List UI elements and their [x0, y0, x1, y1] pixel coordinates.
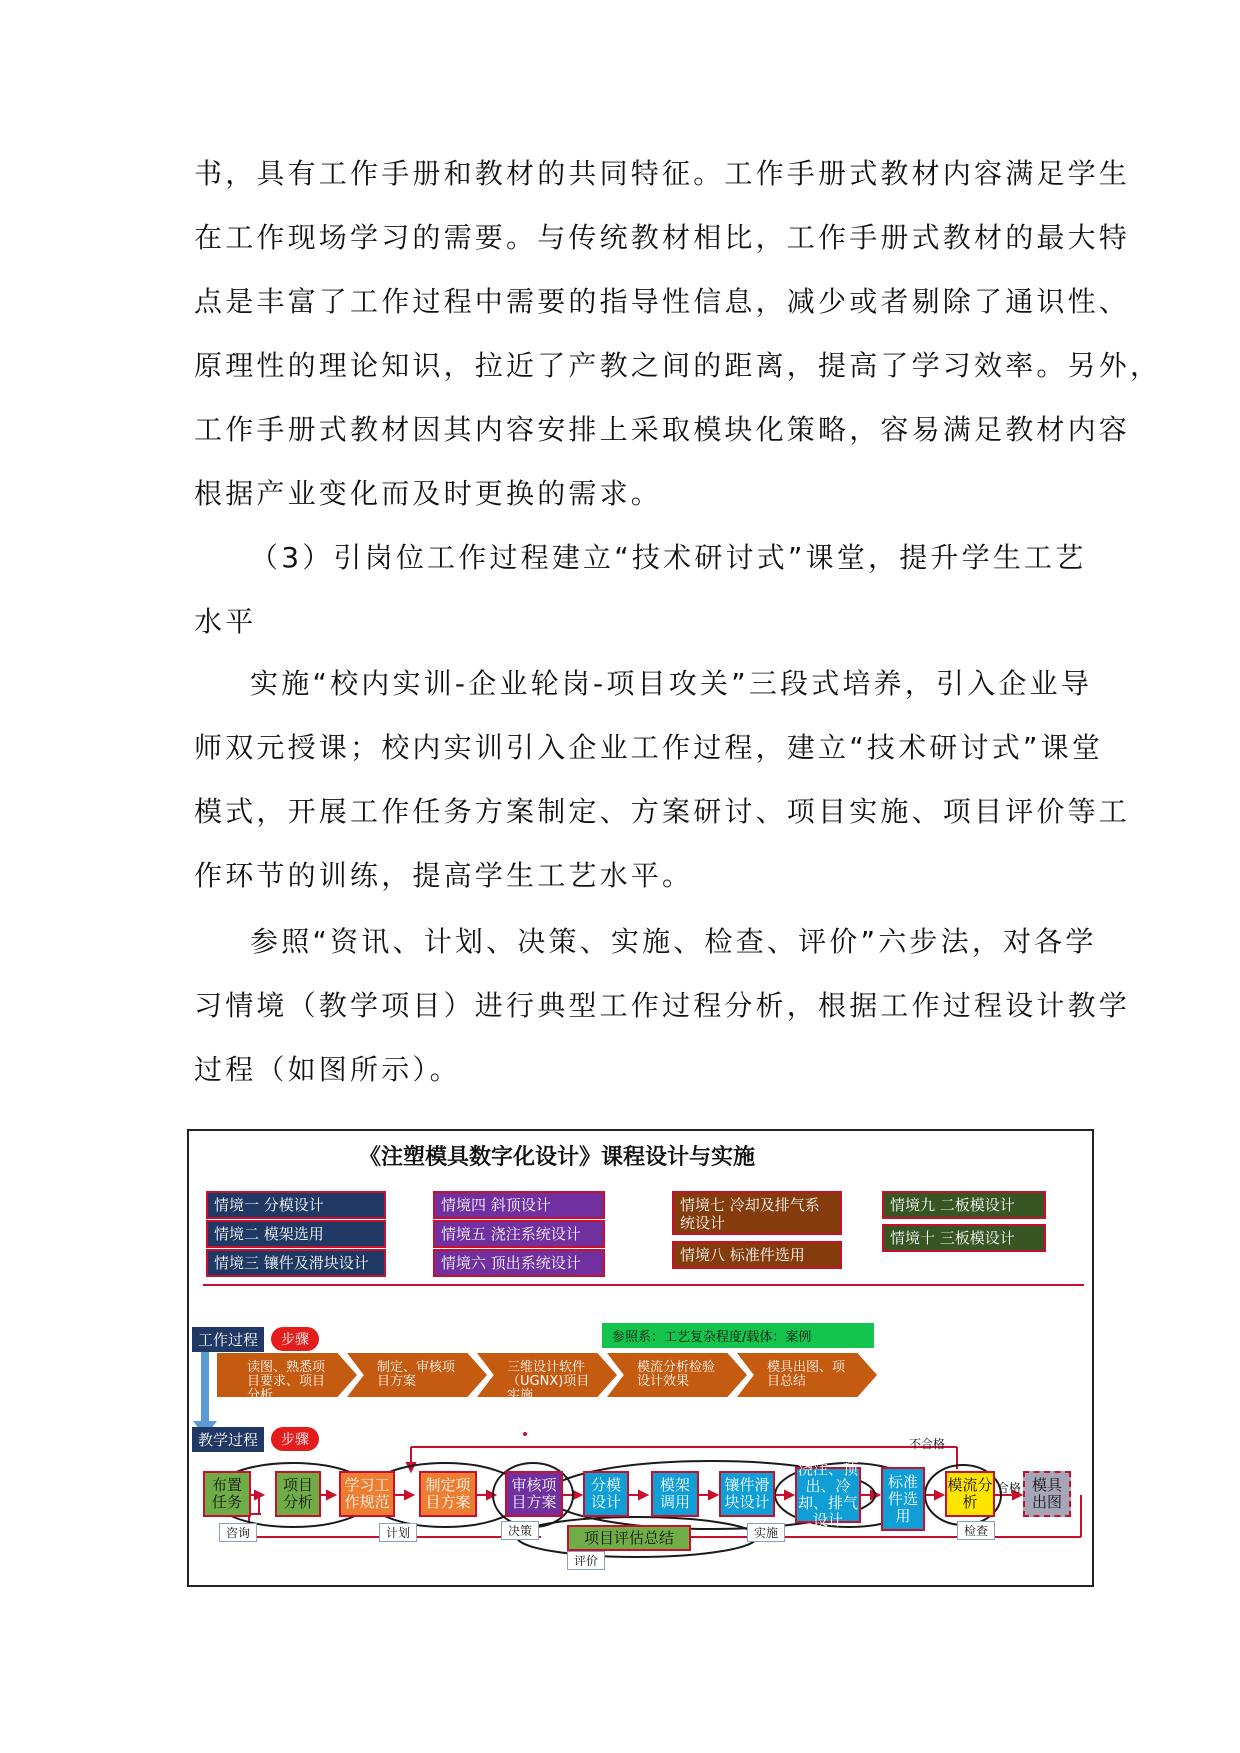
text-line: 作环节的训练，提高学生工艺水平。 — [194, 859, 694, 892]
fail-label: 不合格 — [909, 1437, 946, 1451]
work-step-5: 模具出图、项目总结 — [737, 1353, 877, 1397]
text-line: 师双元授课；校内实训引入企业工作过程，建立“技术研讨式”课堂 — [194, 731, 1104, 764]
teach-step-1: 布置任务 — [203, 1471, 251, 1517]
pass-label: 合格 — [997, 1481, 1022, 1495]
situation-9: 情境九 二板模设计 — [882, 1191, 1046, 1219]
situation-6: 情境六 顶出系统设计 — [433, 1249, 605, 1277]
paragraph-2 — [194, 526, 1087, 654]
paragraph-3 — [194, 652, 1131, 908]
situation-10: 情境十 三板模设计 — [882, 1224, 1046, 1252]
work-step-3: 三维设计软件（UGNX)项目实施 — [477, 1353, 617, 1397]
paragraph-1 — [194, 142, 1162, 526]
phase-check: 检查 — [957, 1521, 995, 1540]
phase-implement: 实施 — [747, 1523, 785, 1542]
text-line: 根据产业变化而及时更换的需求。 — [194, 477, 663, 510]
text-line: 原理性的理论知识，拉近了产教之间的距离，提高了学习效率。另外， — [194, 349, 1162, 382]
phase-inquiry: 咨询 — [219, 1523, 257, 1542]
teach-step-3: 学习工作规范 — [339, 1471, 395, 1517]
text-line: 模式，开展工作任务方案制定、方案研讨、项目实施、项目评价等工 — [194, 795, 1131, 828]
text-line: 在工作现场学习的需要。与传统教材相比，工作手册式教材的最大特 — [194, 221, 1131, 254]
situation-2: 情境二 模架选用 — [206, 1220, 386, 1248]
situation-4: 情境四 斜顶设计 — [433, 1191, 605, 1219]
situation-7: 情境七 冷却及排气系统设计 — [672, 1191, 842, 1235]
text-line: 实施“校内实训-企业轮岗-项目攻关”三段式培养，引入企业导 — [250, 667, 1093, 700]
work-step-2: 制定、审核项目方案 — [347, 1353, 487, 1397]
text-line: 水平 — [194, 605, 257, 638]
reference-note: 参照系：工艺复杂程度/载体：案例 — [602, 1323, 874, 1348]
teaching-process-label: 教学过程 — [192, 1427, 264, 1452]
text-line: 习情境（教学项目）进行典型工作过程分析，根据工作过程设计教学 — [194, 989, 1131, 1022]
figure-title: 《注塑模具数字化设计》课程设计与实施 — [359, 1145, 756, 1170]
teach-step-7: 模架调用 — [651, 1471, 699, 1517]
text-line: 工作手册式教材因其内容安排上采取模块化策略，容易满足教材内容 — [194, 413, 1131, 446]
work-step-pill: 步骤 — [271, 1327, 319, 1351]
teach-step-8: 镶件滑块设计 — [719, 1471, 775, 1517]
evaluation-step: 项目评估总结 — [567, 1525, 691, 1551]
phase-decide: 决策 — [501, 1521, 539, 1540]
teach-step-11: 模流分析 — [945, 1471, 995, 1517]
text-line: 参照“资讯、计划、决策、实施、检查、评价”六步法，对各学 — [250, 925, 1097, 958]
situation-1: 情境一 分模设计 — [206, 1191, 386, 1219]
text-line: （3）引岗位工作过程建立“技术研讨式”课堂，提升学生工艺 — [250, 541, 1087, 574]
teach-step-10: 标准件选用 — [881, 1467, 925, 1531]
situation-3: 情境三 镶件及滑块设计 — [206, 1249, 386, 1277]
teach-step-6: 分模设计 — [583, 1471, 629, 1517]
teach-step-2: 项目分析 — [275, 1471, 321, 1517]
teach-step-9: 浇注、顶出、冷却、排气设计 — [795, 1467, 861, 1523]
phase-evaluate: 评价 — [567, 1551, 605, 1570]
text-line: 书，具有工作手册和教材的共同特征。工作手册式教材内容满足学生 — [194, 157, 1131, 190]
teach-step-12: 模具出图 — [1023, 1471, 1071, 1517]
teach-step-5: 审核项目方案 — [505, 1471, 563, 1517]
course-design-figure — [187, 1129, 1094, 1587]
situation-5: 情境五 浇注系统设计 — [433, 1220, 605, 1248]
paragraph-4 — [194, 910, 1131, 1102]
work-step-1: 读图、熟悉项目要求、项目分析 — [217, 1353, 357, 1397]
teach-step-pill: 步骤 — [271, 1427, 319, 1451]
phase-plan: 计划 — [379, 1523, 417, 1542]
text-line: 过程（如图所示）。 — [194, 1053, 461, 1086]
work-process-label: 工作过程 — [192, 1327, 264, 1352]
situation-8: 情境八 标准件选用 — [672, 1241, 842, 1269]
work-step-4: 模流分析检验设计效果 — [607, 1353, 747, 1397]
text-line: 点是丰富了工作过程中需要的指导性信息，减少或者剔除了通识性、 — [194, 285, 1131, 318]
teach-step-4: 制定项目方案 — [419, 1471, 477, 1517]
